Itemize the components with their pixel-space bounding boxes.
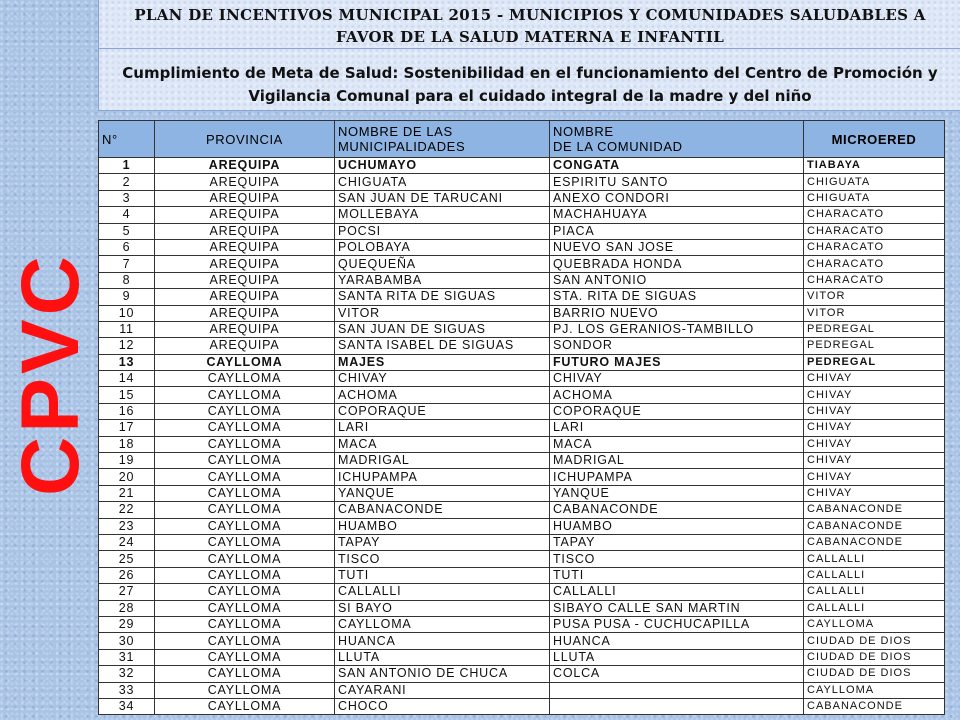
municipalidad-cell: TISCO: [335, 551, 550, 567]
provincia-cell: CAYLLOMA: [155, 600, 335, 616]
table-row: [99, 584, 945, 600]
microred-cell: CAYLLOMA: [804, 682, 945, 698]
provincia-cell: AREQUIPA: [155, 289, 335, 305]
microred-cell: CHARACATO: [804, 223, 945, 239]
row-number-cell: 22: [99, 502, 155, 518]
comunidad-cell: SAN ANTONIO: [550, 272, 804, 288]
comunidad-cell: ICHUPAMPA: [550, 469, 804, 485]
microred-cell: CHIVAY: [804, 420, 945, 436]
subtitle-line-2: Vigilancia Comunal para el cuidado integral de la madre y del niño: [248, 87, 812, 105]
provincia-cell: AREQUIPA: [155, 239, 335, 255]
municipalidad-cell: SANTA RITA DE SIGUAS: [335, 289, 550, 305]
municipalidad-cell: ACHOMA: [335, 387, 550, 403]
table-row: [99, 158, 945, 174]
municipalidad-cell: SAN ANTONIO DE CHUCA: [335, 666, 550, 682]
col-header-comunidad-line-1: NOMBRE: [553, 124, 614, 139]
provincia-cell: CAYLLOMA: [155, 698, 335, 714]
municipalidad-cell: MOLLEBAYA: [335, 207, 550, 223]
provincia-cell: CAYLLOMA: [155, 354, 335, 370]
row-number-cell: 26: [99, 567, 155, 583]
table-row: [99, 321, 945, 337]
comunidad-cell: TUTI: [550, 567, 804, 583]
table-row: [99, 256, 945, 272]
municipalidad-cell: POCSI: [335, 223, 550, 239]
row-number-cell: 28: [99, 600, 155, 616]
comunidad-cell: COLCA: [550, 666, 804, 682]
microred-cell: CHIVAY: [804, 453, 945, 469]
microred-cell: CHIVAY: [804, 387, 945, 403]
microred-cell: CHIVAY: [804, 436, 945, 452]
comunidad-cell: LLUTA: [550, 649, 804, 665]
row-number-cell: 9: [99, 289, 155, 305]
municipalidad-cell: CAYARANI: [335, 682, 550, 698]
provincia-cell: AREQUIPA: [155, 158, 335, 174]
comunidad-cell: STA. RITA DE SIGUAS: [550, 289, 804, 305]
municipalidad-cell: ICHUPAMPA: [335, 469, 550, 485]
table-row: [99, 338, 945, 354]
table-row: [99, 453, 945, 469]
microred-cell: CALLALLI: [804, 567, 945, 583]
municipalidad-cell: SAN JUAN DE TARUCANI: [335, 190, 550, 206]
microred-cell: PEDREGAL: [804, 354, 945, 370]
comunidad-cell: HUAMBO: [550, 518, 804, 534]
table-header-row: [99, 121, 945, 158]
main-title: [99, 4, 960, 48]
provincia-cell: CAYLLOMA: [155, 469, 335, 485]
provincia-cell: CAYLLOMA: [155, 387, 335, 403]
table-row: [99, 371, 945, 387]
microred-cell: CIUDAD DE DIOS: [804, 633, 945, 649]
microred-cell: CALLALLI: [804, 600, 945, 616]
microred-cell: CHARACATO: [804, 272, 945, 288]
table-row: [99, 502, 945, 518]
municipalidad-cell: CABANACONDE: [335, 502, 550, 518]
microred-cell: CABANACONDE: [804, 698, 945, 714]
microred-cell: CHIGUATA: [804, 174, 945, 190]
row-number-cell: 31: [99, 649, 155, 665]
provincia-cell: CAYLLOMA: [155, 371, 335, 387]
microred-cell: CIUDAD DE DIOS: [804, 649, 945, 665]
side-label-cpvc: CPVC: [5, 252, 96, 496]
table-row: [99, 469, 945, 485]
table-row: [99, 436, 945, 452]
comunidad-cell: ACHOMA: [550, 387, 804, 403]
provincia-cell: CAYLLOMA: [155, 403, 335, 419]
microred-cell: CHIVAY: [804, 403, 945, 419]
comunidad-cell: YANQUE: [550, 485, 804, 501]
comunidad-cell: PIACA: [550, 223, 804, 239]
row-number-cell: 5: [99, 223, 155, 239]
row-number-cell: 33: [99, 682, 155, 698]
table-row: [99, 666, 945, 682]
comunidad-cell: FUTURO MAJES: [550, 354, 804, 370]
municipalidad-cell: UCHUMAYO: [335, 158, 550, 174]
col-header-comunidad-line-2: DE LA COMUNIDAD: [553, 139, 683, 154]
microred-cell: CHARACATO: [804, 239, 945, 255]
row-number-cell: 13: [99, 354, 155, 370]
municipalidad-cell: MAJES: [335, 354, 550, 370]
row-number-cell: 17: [99, 420, 155, 436]
microred-cell: PEDREGAL: [804, 338, 945, 354]
col-header-municipalidades-line-2: MUNICIPALIDADES: [338, 139, 466, 154]
municipalidad-cell: MACA: [335, 436, 550, 452]
microred-cell: CAYLLOMA: [804, 616, 945, 632]
comunidad-cell: SONDOR: [550, 338, 804, 354]
provincia-cell: AREQUIPA: [155, 305, 335, 321]
row-number-cell: 21: [99, 485, 155, 501]
microred-cell: CABANACONDE: [804, 534, 945, 550]
microred-cell: CHARACATO: [804, 256, 945, 272]
provincia-cell: AREQUIPA: [155, 223, 335, 239]
row-number-cell: 18: [99, 436, 155, 452]
microred-cell: CHIVAY: [804, 469, 945, 485]
microred-cell: PEDREGAL: [804, 321, 945, 337]
microred-cell: CHARACATO: [804, 207, 945, 223]
provincia-cell: CAYLLOMA: [155, 649, 335, 665]
table-row: [99, 551, 945, 567]
table-row: [99, 485, 945, 501]
provincia-cell: AREQUIPA: [155, 338, 335, 354]
comunidad-cell: QUEBRADA HONDA: [550, 256, 804, 272]
provincia-cell: CAYLLOMA: [155, 453, 335, 469]
comunidad-cell: MACA: [550, 436, 804, 452]
provincia-cell: AREQUIPA: [155, 321, 335, 337]
comunidad-cell: SIBAYO CALLE SAN MARTIN: [550, 600, 804, 616]
comunidad-cell: MACHAHUAYA: [550, 207, 804, 223]
microred-cell: CHIVAY: [804, 485, 945, 501]
provincia-cell: AREQUIPA: [155, 207, 335, 223]
provincia-cell: CAYLLOMA: [155, 534, 335, 550]
comunidad-cell: HUANCA: [550, 633, 804, 649]
header-divider: [99, 48, 960, 49]
main-title-line-2: FAVOR DE LA SALUD MATERNA E INFANTIL: [335, 28, 725, 46]
table-row: [99, 682, 945, 698]
microred-cell: CALLALLI: [804, 551, 945, 567]
row-number-cell: 11: [99, 321, 155, 337]
provincia-cell: CAYLLOMA: [155, 616, 335, 632]
microred-cell: CIUDAD DE DIOS: [804, 666, 945, 682]
provincia-cell: CAYLLOMA: [155, 551, 335, 567]
col-header-municipalidades: [335, 121, 550, 158]
table-row: [99, 387, 945, 403]
col-header-microred: MICROERED: [804, 121, 945, 158]
microred-cell: VITOR: [804, 289, 945, 305]
comunidad-cell: CALLALLI: [550, 584, 804, 600]
comunidad-cell: ANEXO CONDORI: [550, 190, 804, 206]
provincia-cell: CAYLLOMA: [155, 485, 335, 501]
comunidad-cell: CABANACONDE: [550, 502, 804, 518]
col-header-municipalidades-line-1: NOMBRE DE LAS: [338, 124, 453, 139]
provincia-cell: AREQUIPA: [155, 190, 335, 206]
table-row: [99, 633, 945, 649]
table-row: [99, 600, 945, 616]
municipalidad-cell: YARABAMBA: [335, 272, 550, 288]
row-number-cell: 16: [99, 403, 155, 419]
comunidad-cell: PJ. LOS GERANIOS-TAMBILLO: [550, 321, 804, 337]
communities-table: [98, 120, 945, 715]
comunidad-cell: CHIVAY: [550, 371, 804, 387]
table-row: [99, 239, 945, 255]
col-header-provincia: PROVINCIA: [155, 121, 335, 158]
row-number-cell: 12: [99, 338, 155, 354]
comunidad-cell: BARRIO NUEVO: [550, 305, 804, 321]
table-row: [99, 354, 945, 370]
microred-cell: VITOR: [804, 305, 945, 321]
municipalidad-cell: SAN JUAN DE SIGUAS: [335, 321, 550, 337]
row-number-cell: 10: [99, 305, 155, 321]
provincia-cell: AREQUIPA: [155, 256, 335, 272]
municipalidad-cell: TUTI: [335, 567, 550, 583]
table-row: [99, 403, 945, 419]
row-number-cell: 6: [99, 239, 155, 255]
table-row: [99, 567, 945, 583]
table-row: [99, 289, 945, 305]
municipalidad-cell: HUAMBO: [335, 518, 550, 534]
microred-cell: CHIGUATA: [804, 190, 945, 206]
row-number-cell: 27: [99, 584, 155, 600]
municipalidad-cell: CHIGUATA: [335, 174, 550, 190]
provincia-cell: AREQUIPA: [155, 174, 335, 190]
document-header: [98, 0, 960, 111]
table-row: [99, 698, 945, 714]
table-row: [99, 649, 945, 665]
provincia-cell: CAYLLOMA: [155, 567, 335, 583]
subtitle-line-1: Cumplimiento de Meta de Salud: Sostenibilidad en el funcionamiento del Centro de Promoción y: [122, 64, 938, 82]
table-row: [99, 420, 945, 436]
comunidad-cell: MADRIGAL: [550, 453, 804, 469]
municipalidad-cell: HUANCA: [335, 633, 550, 649]
municipalidad-cell: COPORAQUE: [335, 403, 550, 419]
comunidad-cell: COPORAQUE: [550, 403, 804, 419]
comunidad-cell: NUEVO SAN JOSE: [550, 239, 804, 255]
table-row: [99, 305, 945, 321]
table-row: [99, 272, 945, 288]
municipalidad-cell: CALLALLI: [335, 584, 550, 600]
subtitle: [99, 62, 960, 108]
comunidad-cell: TISCO: [550, 551, 804, 567]
municipalidad-cell: TAPAY: [335, 534, 550, 550]
table-row: [99, 174, 945, 190]
microred-cell: TIABAYA: [804, 158, 945, 174]
provincia-cell: CAYLLOMA: [155, 518, 335, 534]
comunidad-cell: TAPAY: [550, 534, 804, 550]
row-number-cell: 2: [99, 174, 155, 190]
municipalidad-cell: CHIVAY: [335, 371, 550, 387]
provincia-cell: CAYLLOMA: [155, 584, 335, 600]
row-number-cell: 20: [99, 469, 155, 485]
comunidad-cell: PUSA PUSA - CUCHUCAPILLA: [550, 616, 804, 632]
municipalidad-cell: QUEQUEÑA: [335, 256, 550, 272]
comunidad-cell: CONGATA: [550, 158, 804, 174]
col-header-comunidad: [550, 121, 804, 158]
provincia-cell: CAYLLOMA: [155, 682, 335, 698]
microred-cell: CALLALLI: [804, 584, 945, 600]
row-number-cell: 19: [99, 453, 155, 469]
provincia-cell: CAYLLOMA: [155, 436, 335, 452]
provincia-cell: CAYLLOMA: [155, 502, 335, 518]
provincia-cell: AREQUIPA: [155, 272, 335, 288]
row-number-cell: 34: [99, 698, 155, 714]
municipalidad-cell: SANTA ISABEL DE SIGUAS: [335, 338, 550, 354]
municipalidad-cell: YANQUE: [335, 485, 550, 501]
municipalidad-cell: LLUTA: [335, 649, 550, 665]
row-number-cell: 24: [99, 534, 155, 550]
row-number-cell: 8: [99, 272, 155, 288]
microred-cell: CABANACONDE: [804, 502, 945, 518]
row-number-cell: 14: [99, 371, 155, 387]
row-number-cell: 30: [99, 633, 155, 649]
municipalidad-cell: LARI: [335, 420, 550, 436]
microred-cell: CHIVAY: [804, 371, 945, 387]
main-title-line-1: PLAN DE INCENTIVOS MUNICIPAL 2015 - MUNICIPIOS Y COMUNIDADES SALUDABLES A: [134, 6, 926, 24]
provincia-cell: CAYLLOMA: [155, 666, 335, 682]
table-row: [99, 207, 945, 223]
provincia-cell: CAYLLOMA: [155, 420, 335, 436]
municipalidad-cell: MADRIGAL: [335, 453, 550, 469]
row-number-cell: 3: [99, 190, 155, 206]
comunidad-cell: [550, 698, 804, 714]
row-number-cell: 4: [99, 207, 155, 223]
table-row: [99, 616, 945, 632]
provincia-cell: CAYLLOMA: [155, 633, 335, 649]
municipalidad-cell: SI BAYO: [335, 600, 550, 616]
row-number-cell: 32: [99, 666, 155, 682]
row-number-cell: 25: [99, 551, 155, 567]
col-header-number: N°: [99, 121, 155, 158]
row-number-cell: 29: [99, 616, 155, 632]
microred-cell: CABANACONDE: [804, 518, 945, 534]
table-row: [99, 518, 945, 534]
municipalidad-cell: POLOBAYA: [335, 239, 550, 255]
comunidad-cell: [550, 682, 804, 698]
row-number-cell: 7: [99, 256, 155, 272]
comunidad-cell: LARI: [550, 420, 804, 436]
table-row: [99, 190, 945, 206]
table-row: [99, 223, 945, 239]
table-row: [99, 534, 945, 550]
municipalidad-cell: VITOR: [335, 305, 550, 321]
municipalidad-cell: CHOCO: [335, 698, 550, 714]
row-number-cell: 1: [99, 158, 155, 174]
municipalidad-cell: CAYLLOMA: [335, 616, 550, 632]
comunidad-cell: ESPIRITU SANTO: [550, 174, 804, 190]
row-number-cell: 23: [99, 518, 155, 534]
row-number-cell: 15: [99, 387, 155, 403]
